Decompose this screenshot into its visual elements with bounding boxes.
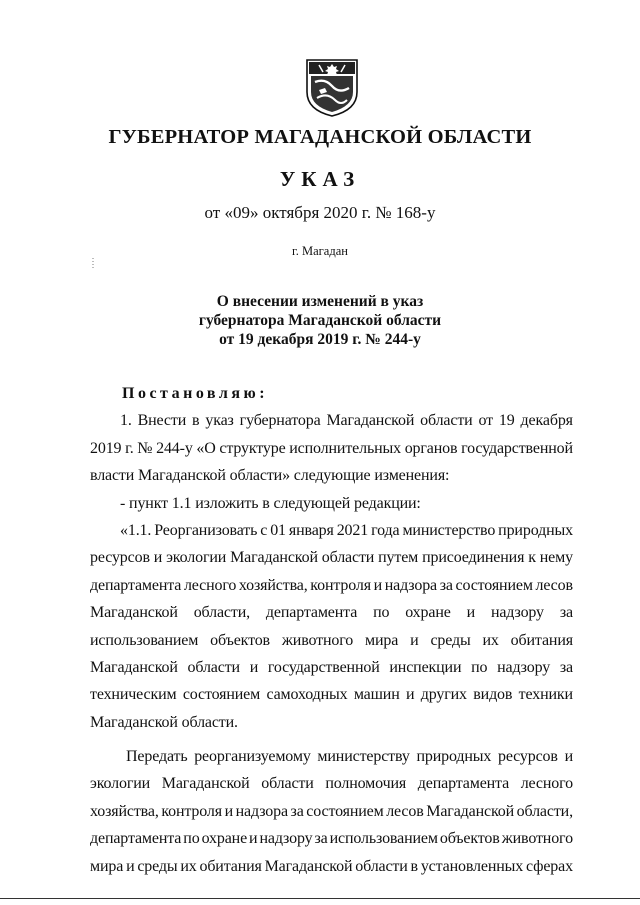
- body-word: и: [410, 631, 419, 649]
- body-word: сферах: [525, 857, 573, 875]
- body-word: природных: [498, 521, 573, 539]
- body-word: использованием: [329, 830, 438, 848]
- body-word: полномочия: [325, 775, 407, 793]
- subject-line: О внесении изменений в указ: [216, 293, 424, 310]
- body-word: «1.1.: [120, 521, 152, 539]
- body-word: реорганизуемому: [194, 748, 311, 766]
- body-line: [90, 599, 573, 626]
- body-word: года: [371, 521, 400, 539]
- body-word: лесного: [520, 775, 573, 793]
- body-word: области: [355, 857, 408, 875]
- body-word: от: [478, 412, 493, 430]
- body-line: [90, 462, 573, 489]
- body-word: 2021: [336, 521, 369, 539]
- decree-word: Постановляю:: [122, 385, 269, 402]
- body-word: других: [420, 686, 467, 704]
- body-word: за: [439, 576, 453, 594]
- body-word: объектов: [439, 830, 500, 848]
- body-word: власти Магаданской области» следующие изменения:: [90, 467, 450, 485]
- body-word: губернатора: [239, 412, 321, 430]
- body-word: среды: [430, 631, 471, 649]
- coat-of-arms-icon: [305, 58, 359, 118]
- body-word: животного: [281, 631, 354, 649]
- body-line: [90, 627, 573, 654]
- body-word: - пункт 1.1 изложить в следующей редакции:: [120, 494, 421, 512]
- body-word: за: [559, 658, 573, 676]
- body-word: области: [420, 412, 473, 430]
- body-word: их: [482, 631, 499, 649]
- body-line: [90, 743, 573, 770]
- body-word: за: [290, 802, 304, 820]
- body-word: декабря: [520, 412, 573, 430]
- body-word: департамента: [90, 576, 182, 594]
- body-line: [90, 517, 573, 544]
- body-word: Магаданской области.: [90, 713, 238, 731]
- body-word: г.: [125, 439, 134, 457]
- authority-title: ГУБЕРНАТОР МАГАДАНСКОЙ ОБЛАСТИ: [108, 126, 532, 148]
- body-line: [90, 770, 573, 797]
- subject-line: от 19 декабря 2019 г. № 244-у: [219, 331, 421, 348]
- body-word: в: [410, 857, 418, 875]
- body-word: состоянием: [182, 686, 261, 704]
- body-word: лесов: [535, 576, 573, 594]
- body-word: к: [528, 549, 536, 567]
- body-word: нему: [539, 549, 573, 567]
- body-word: присоединения: [422, 549, 525, 567]
- body-word: техники: [518, 686, 573, 704]
- city-name: г. Магадан: [292, 244, 348, 258]
- body-word: министерству: [317, 748, 410, 766]
- body-word: мира: [90, 857, 124, 875]
- body-word: Передать: [126, 748, 188, 766]
- body-word: обитания: [510, 631, 573, 649]
- body-word: мира: [365, 631, 399, 649]
- body-word: государственной: [461, 439, 573, 457]
- body-line: [90, 654, 573, 681]
- body-line: [90, 544, 573, 571]
- body-line: [90, 709, 573, 736]
- body-word: Реорганизовать: [154, 521, 258, 539]
- body-word: использованием: [90, 631, 199, 649]
- body-word: контроля: [310, 576, 371, 594]
- body-word: 19: [498, 412, 515, 430]
- body-word: структуре: [219, 439, 286, 457]
- body-word: техническим: [90, 686, 177, 704]
- body-word: экологии: [166, 549, 227, 567]
- document-body: [90, 380, 573, 880]
- body-word: охране: [201, 830, 248, 848]
- body-word: среды: [137, 857, 178, 875]
- body-word: экологии: [90, 775, 151, 793]
- body-word: «О: [196, 439, 216, 457]
- body-word: 1.: [120, 412, 132, 430]
- body-line: [90, 572, 573, 599]
- body-line: [90, 407, 573, 434]
- body-line: [90, 681, 573, 708]
- body-word: 244-у: [156, 439, 193, 457]
- body-word: за: [559, 604, 573, 622]
- body-word: надзору: [490, 604, 544, 622]
- body-word: и: [249, 830, 258, 848]
- body-word: животного: [501, 830, 573, 848]
- document-type: УКАЗ: [279, 167, 361, 191]
- body-word: по: [373, 604, 390, 622]
- body-word: Магаданской: [161, 775, 250, 793]
- body-word: области,: [193, 604, 250, 622]
- body-word: лесов: [386, 802, 424, 820]
- body-word: в: [192, 412, 200, 430]
- body-word: указ: [205, 412, 234, 430]
- body-word: и: [249, 658, 259, 676]
- body-word: Магаданской: [90, 658, 178, 676]
- footer-rule: [0, 898, 640, 899]
- body-word: области: [321, 549, 375, 567]
- body-word: ресурсов: [497, 748, 558, 766]
- body-word: и: [564, 748, 573, 766]
- body-word: самоходных: [266, 686, 348, 704]
- body-word: за: [314, 830, 328, 848]
- body-word: 01: [270, 521, 286, 539]
- body-word: января: [288, 521, 334, 539]
- body-word: обитания: [199, 857, 262, 875]
- document-dateline: от «09» октября 2020 г. № 168-у: [204, 203, 436, 222]
- body-word: контроля: [161, 802, 222, 820]
- body-word: их: [180, 857, 197, 875]
- body-line: [90, 435, 573, 462]
- body-word: хозяйства,: [90, 802, 159, 820]
- body-word: департамента: [417, 775, 510, 793]
- body-line: [90, 490, 573, 517]
- body-word: лесного: [183, 576, 237, 594]
- body-word: Внести: [137, 412, 187, 430]
- body-word: государственной: [267, 658, 380, 676]
- body-word: и: [224, 802, 234, 820]
- body-word: Магаданской: [326, 412, 415, 430]
- body-word: и: [126, 857, 135, 875]
- body-word: Магаданской: [264, 857, 353, 875]
- body-word: и: [405, 686, 415, 704]
- body-word: природных: [416, 748, 492, 766]
- body-word: по: [183, 830, 200, 848]
- margin-dots: [92, 258, 94, 270]
- body-word: надзора: [235, 802, 288, 820]
- subject-line: губернатора Магаданской области: [198, 312, 442, 329]
- body-word: инспекции: [389, 658, 462, 676]
- body-word: министерство: [402, 521, 496, 539]
- body-word: состоянием: [455, 576, 533, 594]
- document-subject: [0, 292, 640, 349]
- body-word: области,: [516, 802, 573, 820]
- body-word: машин: [353, 686, 400, 704]
- body-line: [90, 853, 573, 880]
- body-word: объектов: [210, 631, 270, 649]
- body-word: состоянием: [306, 802, 384, 820]
- body-word: с: [260, 521, 268, 539]
- body-word: Магаданской: [426, 802, 515, 820]
- body-word: видов: [473, 686, 513, 704]
- body-word: ресурсов: [90, 549, 150, 567]
- body-word: по: [471, 658, 488, 676]
- body-word: и: [466, 604, 476, 622]
- body-word: департамента: [265, 604, 358, 622]
- body-word: Магаданской: [230, 549, 318, 567]
- body-word: охране: [405, 604, 451, 622]
- body-word: области: [187, 658, 240, 676]
- body-word: путем: [378, 549, 419, 567]
- body-word: установленных: [420, 857, 524, 875]
- body-word: надзора: [384, 576, 438, 594]
- body-word: исполнительных: [289, 439, 401, 457]
- body-word: Магаданской: [90, 604, 178, 622]
- body-word: хозяйства,: [238, 576, 308, 594]
- body-word: надзору: [259, 830, 313, 848]
- body-word: 2019: [90, 439, 122, 457]
- body-line: [90, 798, 573, 825]
- body-word: области: [261, 775, 314, 793]
- body-word: №: [137, 439, 153, 457]
- body-word: департамента: [90, 830, 182, 848]
- body-word: и: [153, 549, 163, 567]
- body-word: и: [373, 576, 383, 594]
- body-word: надзору: [497, 658, 551, 676]
- body-line: [90, 825, 573, 852]
- body-word: органов: [404, 439, 458, 457]
